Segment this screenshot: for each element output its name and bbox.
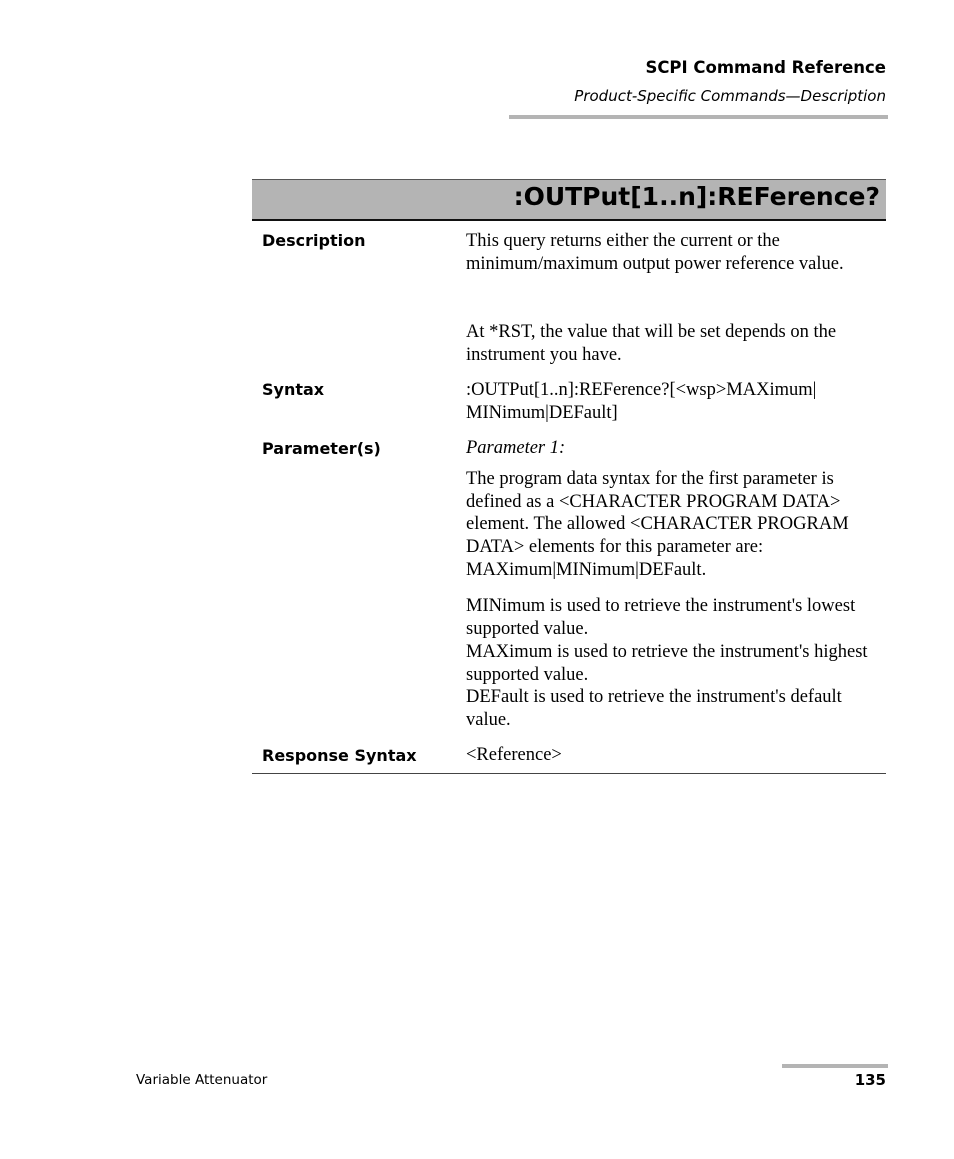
command-title: :OUTPut[1..n]:REFerence? — [513, 182, 880, 211]
response-syntax-label: Response Syntax — [262, 746, 417, 765]
parameter-1-heading: Parameter 1: — [466, 438, 566, 458]
description-text-1: This query returns either the current or the minimum/maximum output power reference value. — [466, 231, 844, 274]
footer-rule — [782, 1064, 888, 1068]
command-title-band — [252, 179, 886, 221]
parameter-1-text: The program data syntax for the first parameter is defined as a <CHARACTER PROGRAM DATA> element. The allowed <CHARACTER PROGRAM DATA> elements for this parameter are: MAXimum|MINimum|DEFault. — [466, 469, 849, 580]
page-number: 135 — [854, 1071, 886, 1089]
syntax-line-1: :OUTPut[1..n]:REFerence?[<wsp>MAXimum| — [466, 380, 817, 400]
parameter-minimum-text: MINimum is used to retrieve the instrument's lowest supported value. — [466, 596, 856, 639]
parameter-default-text: DEFault is used to retrieve the instrument's default value. — [466, 687, 842, 730]
syntax-label: Syntax — [262, 380, 325, 399]
response-syntax-value: <Reference> — [466, 745, 562, 765]
header-rule — [509, 115, 888, 119]
running-header-title: SCPI Command Reference — [645, 58, 886, 77]
running-header-subtitle: Product-Specific Commands—Description — [574, 87, 886, 105]
description-label: Description — [262, 231, 366, 250]
parameter-maximum-text: MAXimum is used to retrieve the instrument's highest supported value. — [466, 642, 868, 685]
table-bottom-rule — [252, 773, 886, 774]
footer-doc-name: Variable Attenuator — [136, 1072, 268, 1088]
description-text-2: At *RST, the value that will be set depends on the instrument you have. — [466, 322, 837, 365]
parameters-label: Parameter(s) — [262, 439, 381, 458]
syntax-line-2: MINimum|DEFault] — [466, 403, 618, 423]
